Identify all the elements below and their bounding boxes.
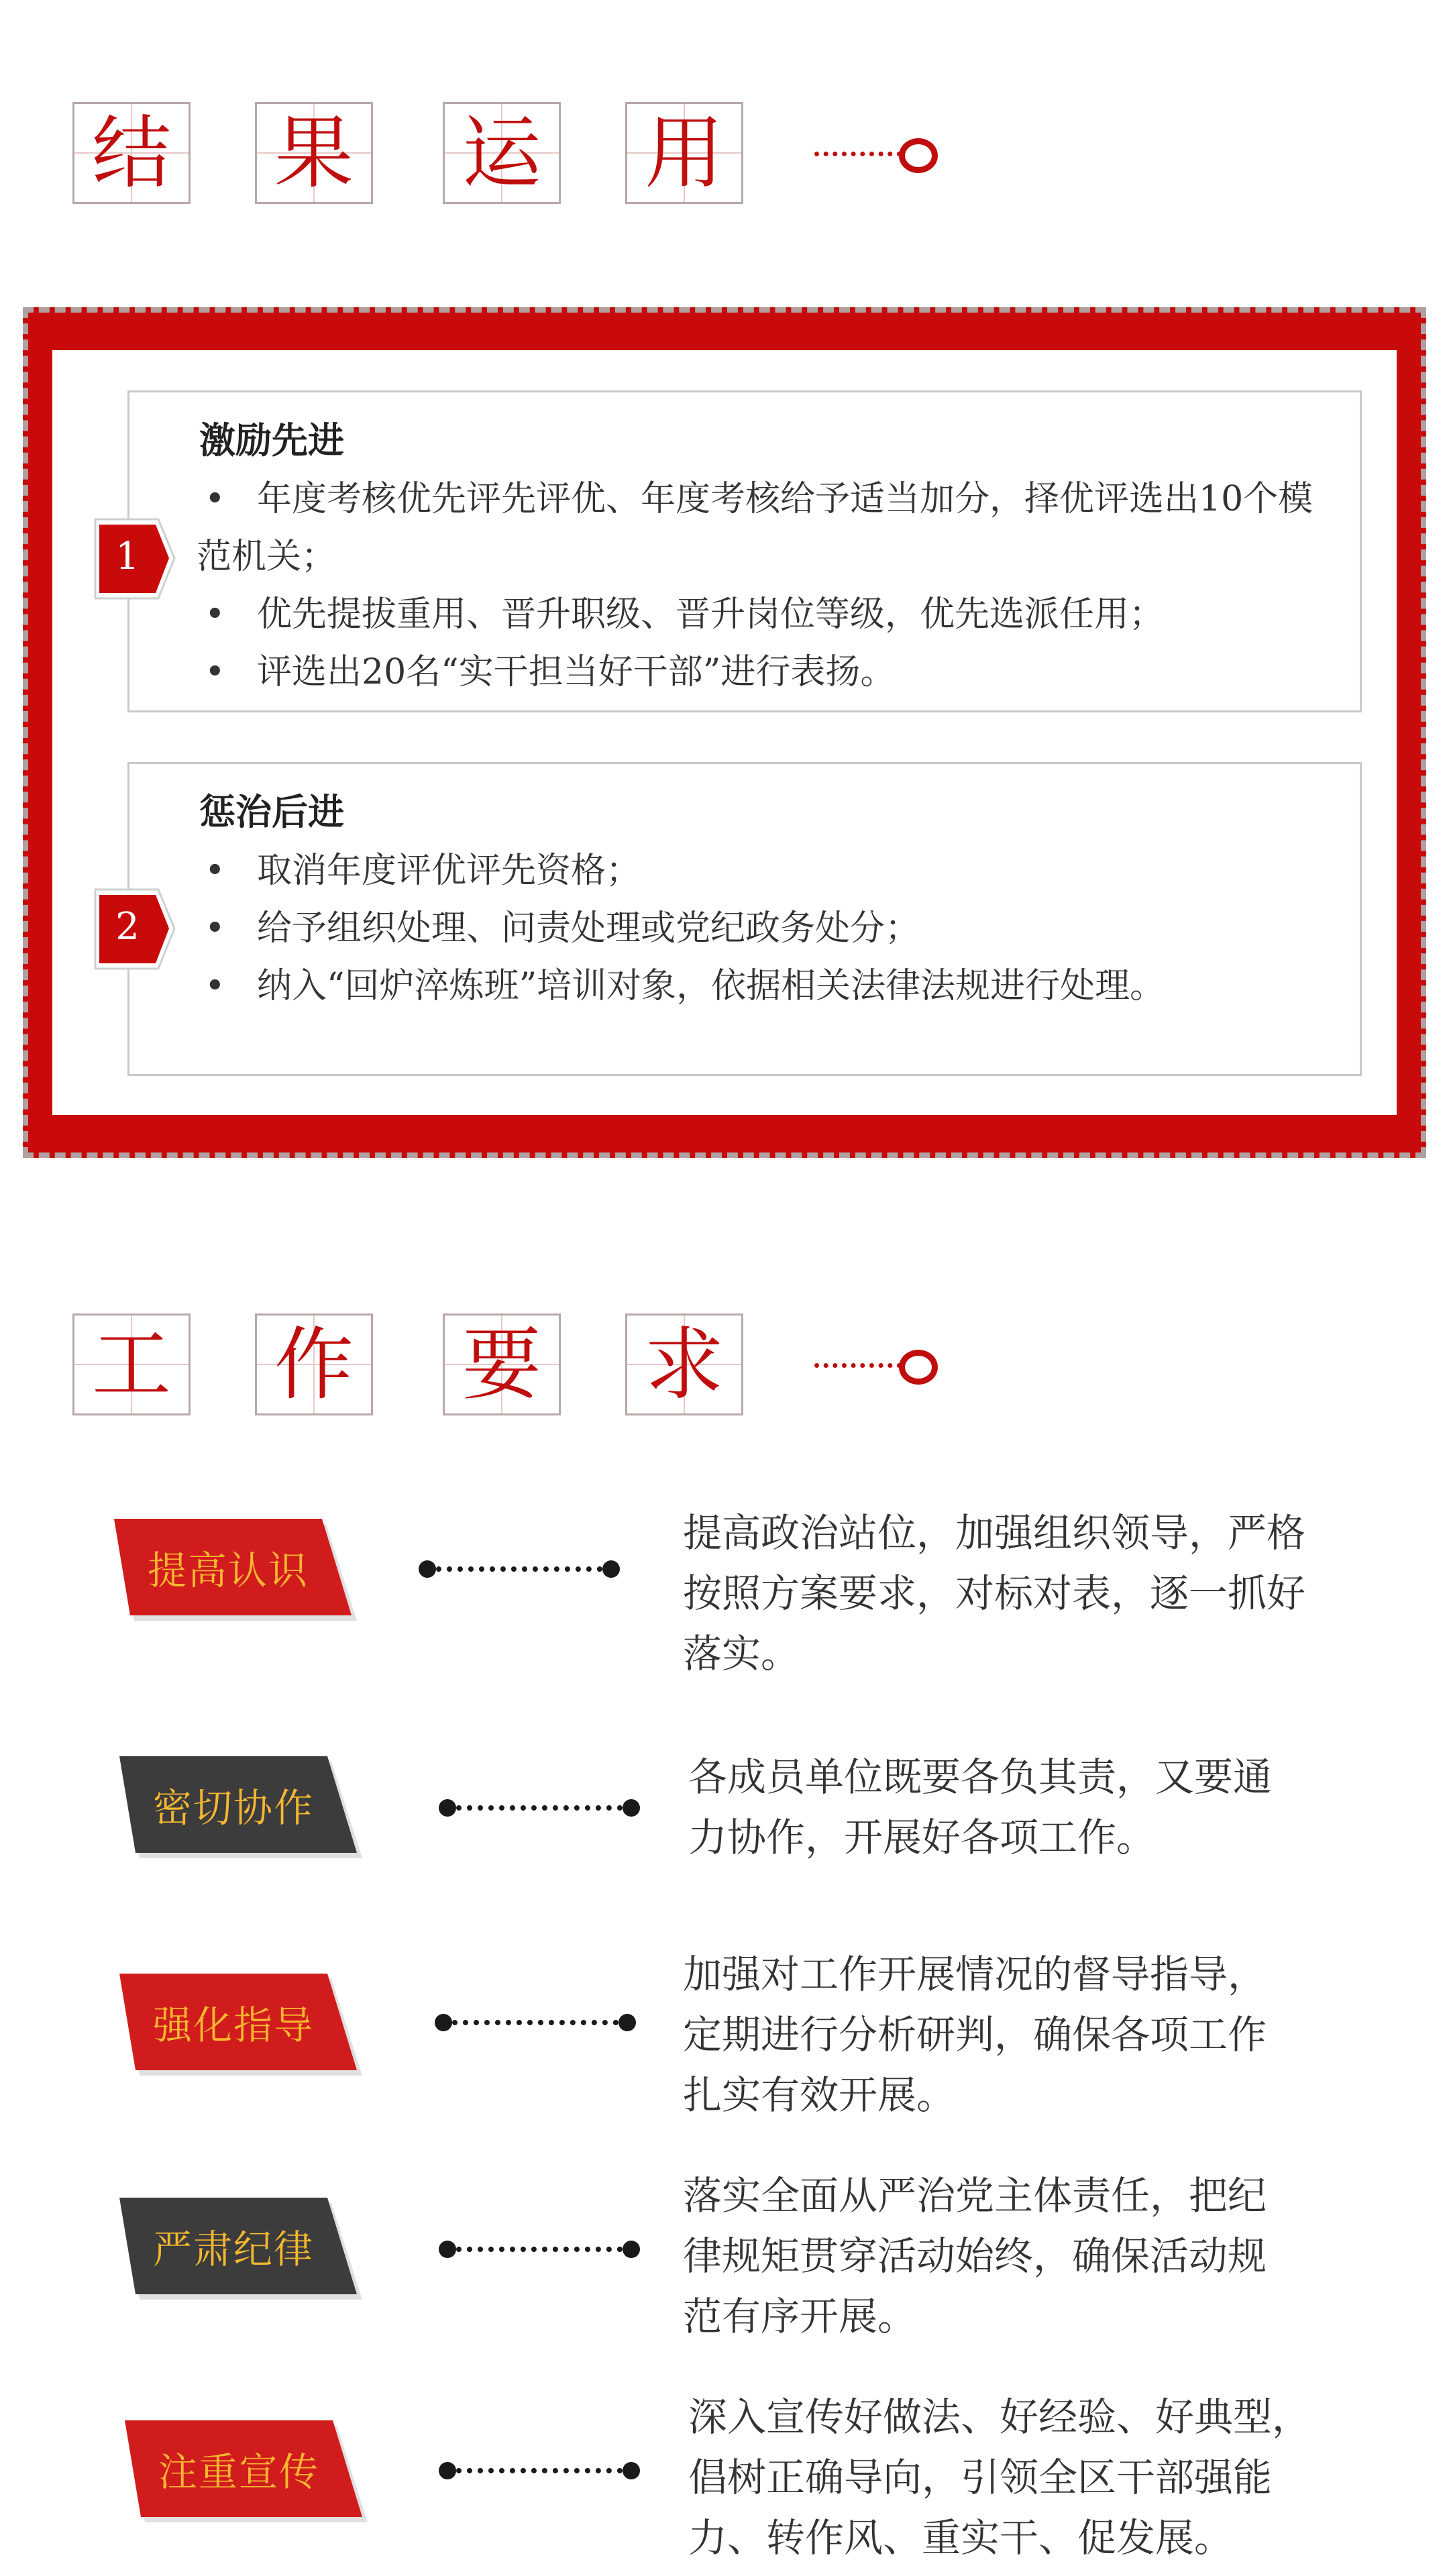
requirement-tag [99, 1756, 368, 1864]
heading-char: 求 [644, 1318, 724, 1411]
connector-dot-icon [435, 2014, 452, 2031]
heading-char-box [443, 102, 561, 204]
desc-line: 律规矩贯穿活动始终，确保活动规 [683, 2233, 1267, 2279]
connector-dot-icon [623, 1799, 640, 1817]
heading-dotted-line [814, 152, 902, 156]
list-item-text: 评选出20名“实干担当好干部”进行表扬。 [257, 652, 896, 692]
heading-char-box [72, 1313, 191, 1415]
card-bullet-list [197, 842, 1346, 1015]
list-item [197, 586, 1346, 643]
tag-label: 密切协作 [152, 1785, 314, 1831]
desc-line: 定期进行分析研判，确保各项工作 [683, 2012, 1267, 2057]
bullet-icon: • [205, 966, 225, 1006]
requirement-desc [683, 1944, 1374, 2125]
heading-char-box [255, 1313, 373, 1415]
desc-line: 按照方案要求，对标对表，逐一抓好 [683, 1570, 1306, 1616]
tag-label: 强化指导 [152, 2002, 314, 2048]
requirement-tag [105, 2420, 373, 2528]
requirement-desc [688, 2387, 1379, 2568]
heading-char-box [255, 102, 373, 204]
list-item [197, 957, 1346, 1015]
requirement-desc [683, 1503, 1374, 1684]
card-title: 激励先进 [199, 419, 344, 462]
heading-char: 用 [644, 107, 724, 199]
dotted-connector [419, 1560, 620, 1578]
card-bullet-list [197, 470, 1346, 701]
connector-dot-icon [623, 2462, 640, 2479]
dotted-connector [435, 2014, 636, 2031]
desc-line: 范有序开展。 [683, 2294, 917, 2339]
list-item-text: 年度考核优先评先评优、年度考核给予适当加分，择优评选出10个模范机关； [197, 479, 1313, 577]
desc-line: 提高政治站位，加强组织领导，严格 [683, 1510, 1306, 1556]
desc-line: 力、转作风、重实干、促发展。 [688, 2515, 1234, 2561]
bullet-icon: • [205, 908, 225, 949]
desc-line: 落实全面从严治党主体责任，把纪 [683, 2173, 1267, 2218]
results-heading [0, 102, 1449, 209]
bullet-icon: • [205, 479, 225, 519]
bullet-icon: • [205, 594, 225, 635]
badge-number: 2 [115, 904, 140, 949]
heading-char-box [625, 102, 743, 204]
connector-dot-icon [439, 1799, 456, 1817]
connector-line [452, 2020, 619, 2025]
dotted-connector [439, 2462, 640, 2479]
tag-label: 严肃纪律 [152, 2226, 314, 2272]
desc-line: 力协作，开展好各项工作。 [688, 1815, 1156, 1860]
tag-label: 提高认识 [147, 1548, 309, 1593]
heading-ring-icon [899, 1350, 938, 1385]
bullet-icon: • [205, 652, 225, 692]
list-item-text: 取消年度评优评先资格； [257, 851, 641, 891]
requirement-tag [99, 2198, 368, 2305]
connector-dot-icon [602, 1560, 620, 1578]
desc-line: 深入宣传好做法、好经验、好典型， [688, 2394, 1311, 2440]
heading-dotted-line [814, 1363, 902, 1368]
list-item [197, 842, 1346, 900]
list-item-text: 优先提拔重用、晋升职级、晋升岗位等级，优先选派任用； [257, 594, 1165, 635]
desc-line: 加强对工作开展情况的督导指导， [683, 1951, 1267, 1997]
heading-ring-icon [899, 138, 938, 173]
connector-dot-icon [419, 1560, 436, 1578]
connector-dot-icon [439, 2241, 456, 2258]
heading-char-box [443, 1313, 561, 1415]
desc-line: 倡树正确导向，引领全区干部强能 [688, 2455, 1273, 2500]
requirement-desc [688, 1747, 1379, 1868]
heading-char-box [72, 102, 191, 204]
connector-dot-icon [623, 2241, 640, 2258]
heading-char: 要 [462, 1318, 541, 1411]
number-badge [91, 517, 170, 596]
desc-line: 落实。 [683, 1631, 800, 1676]
result-card-punish [127, 762, 1362, 1076]
desc-line: 各成员单位既要各负其责，又要通 [688, 1754, 1273, 1800]
heading-char: 作 [274, 1318, 354, 1411]
result-card-reward [127, 390, 1362, 712]
badge-number: 1 [115, 534, 140, 578]
requirement-tag [99, 1974, 368, 2081]
heading-char-box [625, 1313, 743, 1415]
dotted-connector [439, 1799, 640, 1817]
list-item [197, 470, 1346, 586]
list-item [197, 900, 1346, 957]
heading-char: 工 [91, 1318, 171, 1411]
connector-line [456, 1805, 623, 1811]
desc-line: 扎实有效开展。 [683, 2072, 956, 2118]
list-item-text: 给予组织处理、问责处理或党纪政务处分； [257, 908, 920, 949]
connector-line [456, 2468, 623, 2473]
heading-char: 果 [274, 107, 354, 199]
connector-dot-icon [619, 2014, 636, 2031]
connector-dot-icon [439, 2462, 456, 2479]
connector-line [436, 1566, 602, 1572]
requirement-tag [94, 1519, 362, 1626]
requirement-desc [683, 2165, 1374, 2347]
heading-char: 运 [462, 107, 541, 199]
requirements-heading [0, 1313, 1449, 1421]
connector-line [456, 2247, 623, 2252]
card-title: 惩治后进 [199, 791, 344, 833]
number-badge [91, 887, 170, 966]
list-item [197, 643, 1346, 701]
list-item-text: 纳入“回炉淬炼班”培训对象，依据相关法律法规进行处理。 [257, 966, 1165, 1006]
tag-label: 注重宣传 [158, 2449, 319, 2495]
heading-char: 结 [91, 107, 171, 199]
bullet-icon: • [205, 851, 225, 891]
dotted-connector [439, 2241, 640, 2258]
